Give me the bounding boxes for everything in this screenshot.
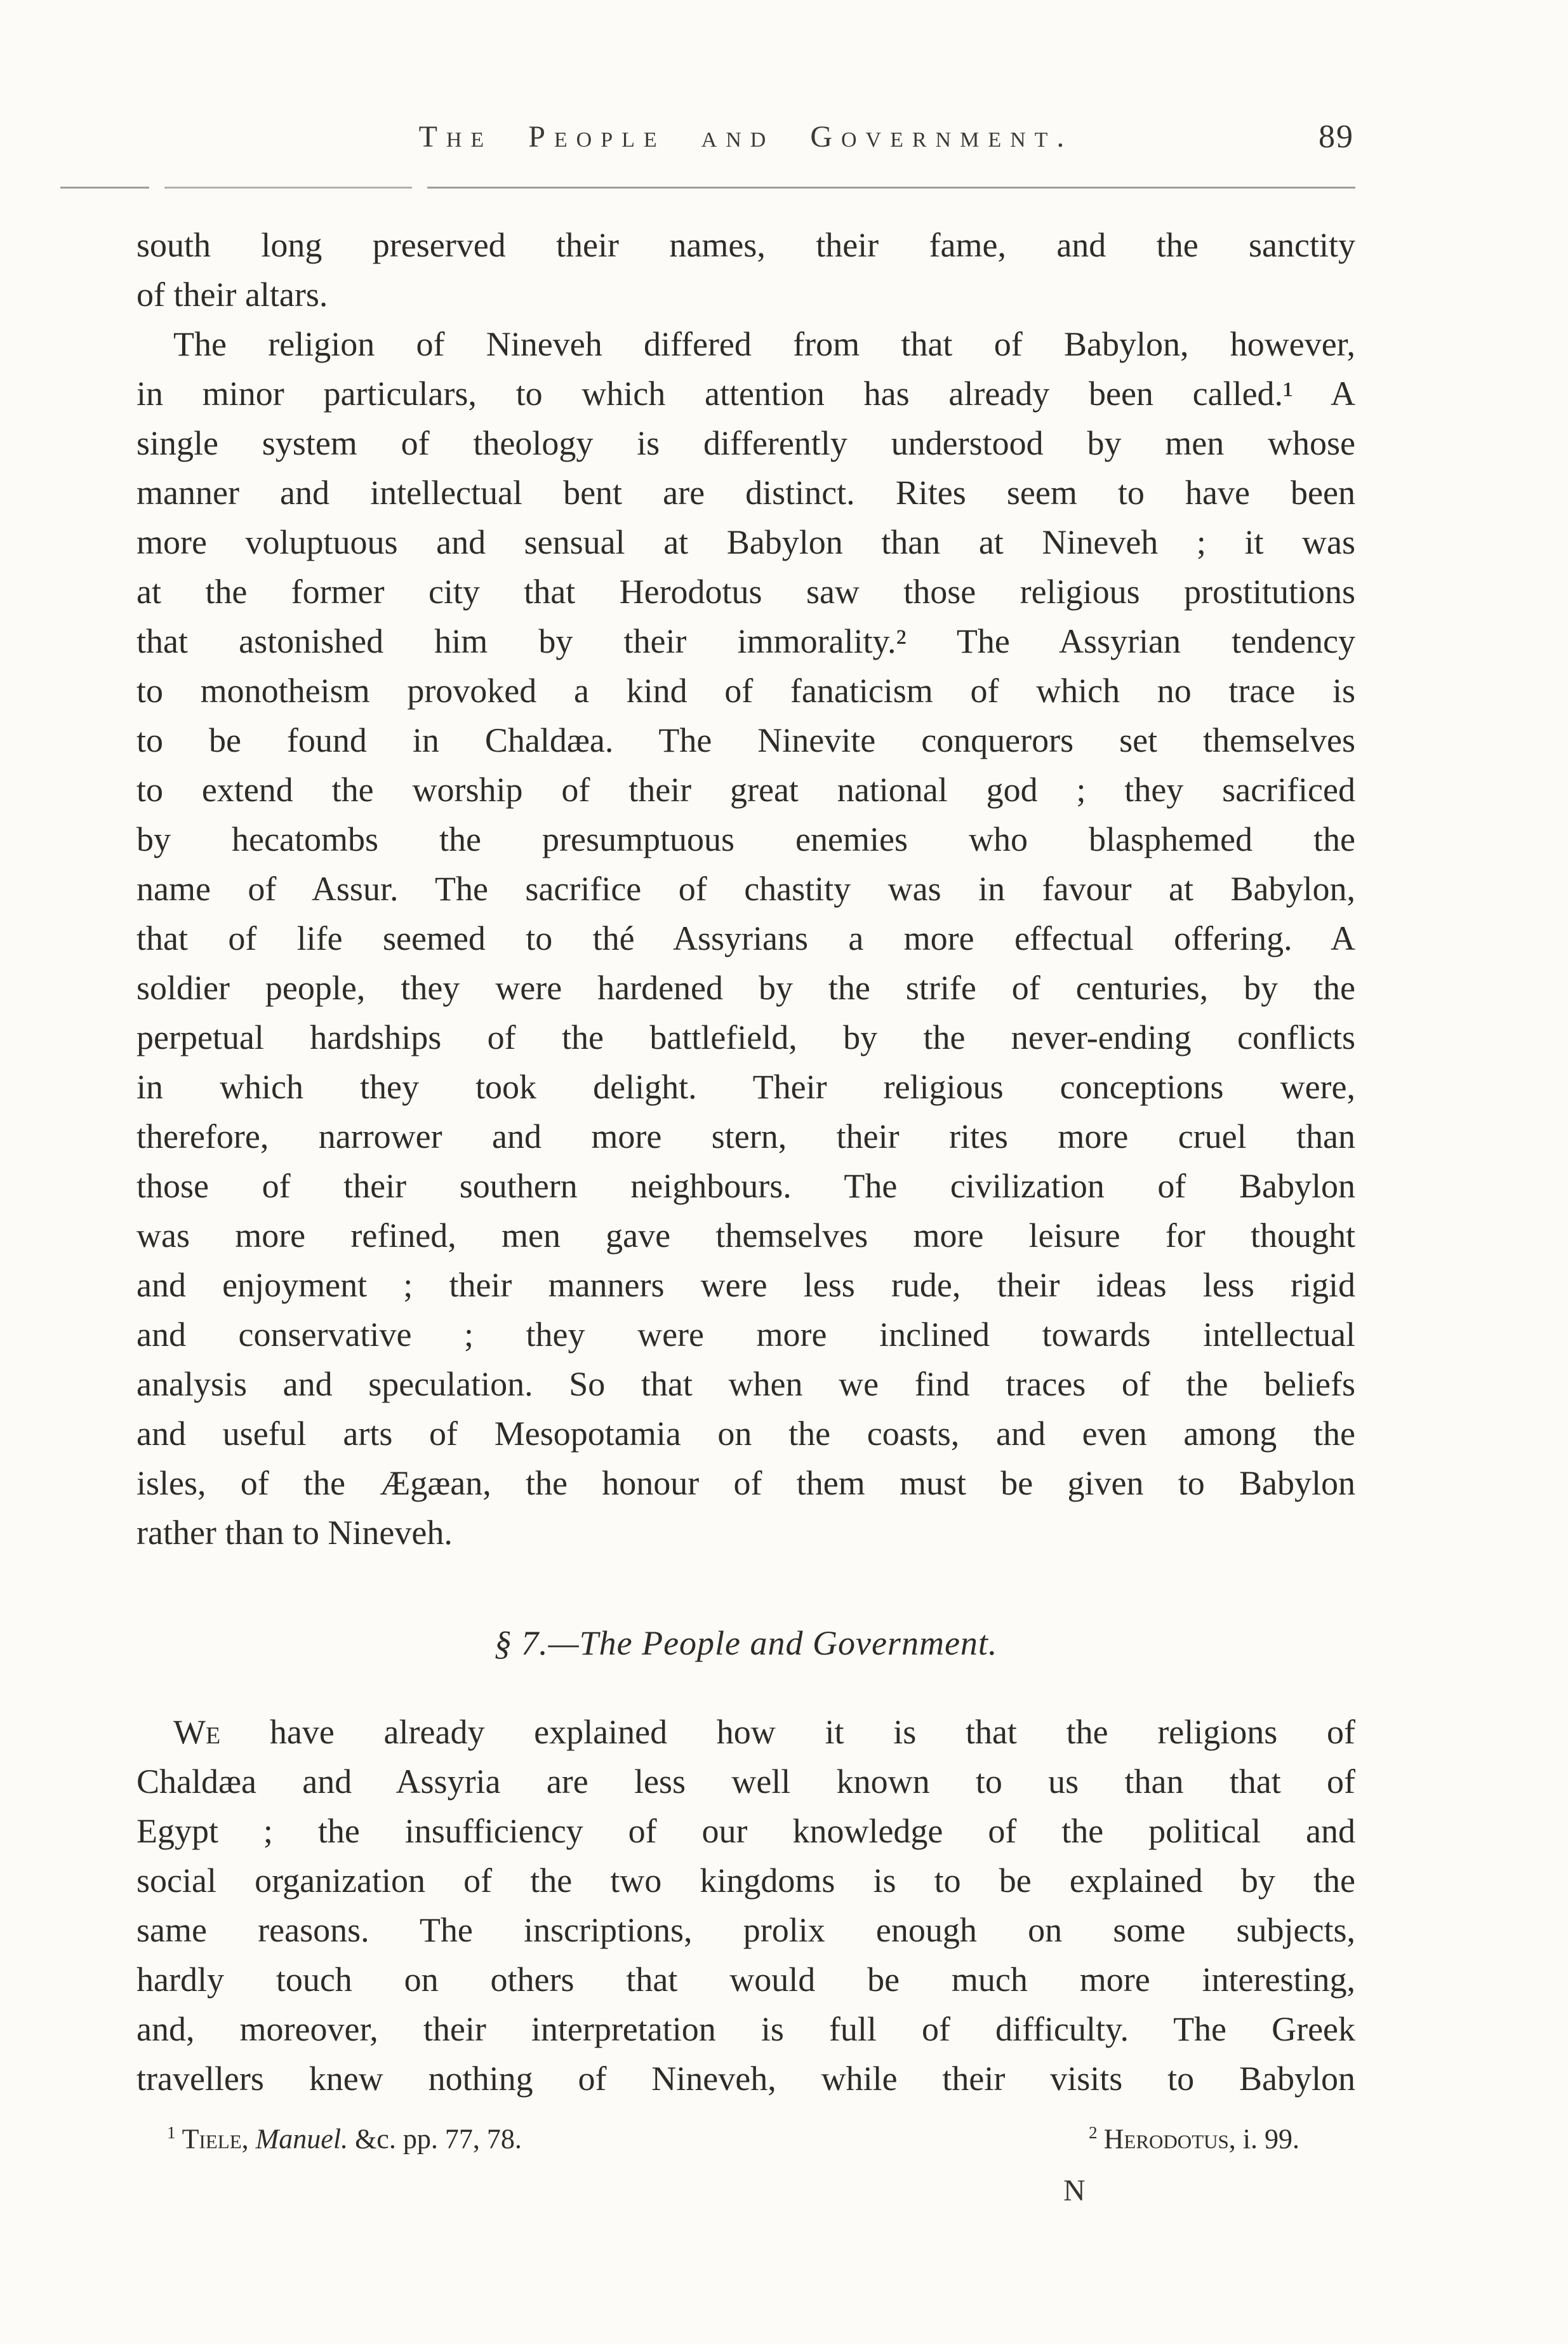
text-line: at the former city that Herodotus saw those religious prostitutions [136,573,1355,611]
header-rule [60,187,1355,189]
footnote-2-author: Herodotus, [1103,2123,1236,2155]
text-line: by hecatombs the presumptuous enemies who blasphemed the [136,820,1355,858]
text-block [136,220,1355,2216]
text-line: soldier people, they were hardened by the strife of centuries, by the [136,969,1355,1007]
text-line: of their altars. [136,276,328,314]
text-line: social organization of the two kingdoms is to be explained by the [136,1861,1355,1900]
text-line: south long preserved their names, their fame, and the sanctity [136,226,1355,264]
text-line: in which they took delight. Their religious conceptions were, [136,1068,1355,1106]
text-line: analysis and speculation. So that when we find traces of the beliefs [136,1365,1355,1403]
text-line: was more refined, men gave themselves more leisure for thought [136,1216,1355,1255]
footnote-2-marker: 2 [1089,2123,1098,2142]
rule-segment [427,187,1355,189]
page-number: 89 [1319,119,1354,155]
text-line: that of life seemed to thé Assyrians a more effectual offering. A [136,919,1355,957]
text-line: We have already explained how it is that the religions of [173,1713,1355,1751]
footnote-1-text: &c. pp. 77, 78. [355,2123,522,2155]
paragraph [136,220,1355,319]
text-line: in minor particulars, to which attention has already been called.¹ A [136,375,1355,413]
text-line: to monotheism provoked a kind of fanaticism of which no trace is [136,672,1355,710]
footnote-1-author: Tiele, [182,2123,249,2155]
text-line: therefore, narrower and more stern, their rites more cruel than [136,1117,1355,1155]
rule-segment [60,187,149,189]
footnote-1 [136,2114,522,2159]
text-line: The religion of Nineveh differed from that of Babylon, however, [173,325,1355,363]
small-caps-lead: We [173,1713,221,1751]
footnote-2-text: i. 99. [1242,2123,1299,2155]
text-line: Egypt ; the insufficiency of our knowledge of the political and [136,1812,1355,1850]
text-line: isles, of the Ægæan, the honour of them must be given to Babylon [136,1464,1355,1502]
text-line: same reasons. The inscriptions, prolix enough on some subjects, [136,1911,1355,1949]
text-line: and, moreover, their interpretation is full of difficulty. The Greek [136,2010,1355,2048]
text-line: single system of theology is differently understood by men whose [136,424,1355,462]
text-line: and enjoyment ; their manners were less rude, their ideas less rigid [136,1266,1355,1304]
paragraph [136,1707,1355,2103]
rule-segment [164,187,412,189]
text-line: rather than to Nineveh. [136,1514,453,1552]
footnote-1-work-title: Manuel. [255,2123,349,2155]
text-line: perpetual hardships of the battlefield, by the never-ending conflicts [136,1018,1355,1056]
text-line: hardly touch on others that would be much more interesting, [136,1961,1355,1999]
paragraphs-before-heading [136,220,1355,1557]
text-line: to be found in Chaldæa. The Ninevite conquerors set themselves [136,721,1355,759]
footnotes [136,2114,1355,2159]
text-line: travellers knew nothing of Nineveh, while their visits to Babylon [136,2060,1355,2098]
section-heading: § 7.—The People and Government. [494,1624,998,1662]
running-title: The People and Government. [418,120,1073,154]
text-line: and conservative ; they were more inclined towards intellectual [136,1315,1355,1354]
text-line: name of Assur. The sacrifice of chastity was in favour at Babylon, [136,870,1355,908]
paragraphs-after-heading [136,1707,1355,2103]
signature-mark: N [1063,2173,1086,2207]
text-line: to extend the worship of their great national god ; they sacrificed [136,771,1355,809]
text-line: Chaldæa and Assyria are less well known to us than that of [136,1762,1355,1801]
footnote-2 [1089,2114,1299,2159]
text-line: that astonished him by their immorality.² The Assyrian tendency [136,622,1355,660]
text-line: and useful arts of Mesopotamia on the coasts, and even among the [136,1415,1355,1453]
paragraph [136,319,1355,1557]
text-line: manner and intellectual bent are distinct. Rites seem to have been [136,474,1355,512]
footnote-1-marker: 1 [167,2123,176,2142]
page-header [136,119,1355,161]
text-line: those of their southern neighbours. The civilization of Babylon [136,1167,1355,1205]
text-line: more voluptuous and sensual at Babylon than at Nineveh ; it was [136,523,1355,561]
